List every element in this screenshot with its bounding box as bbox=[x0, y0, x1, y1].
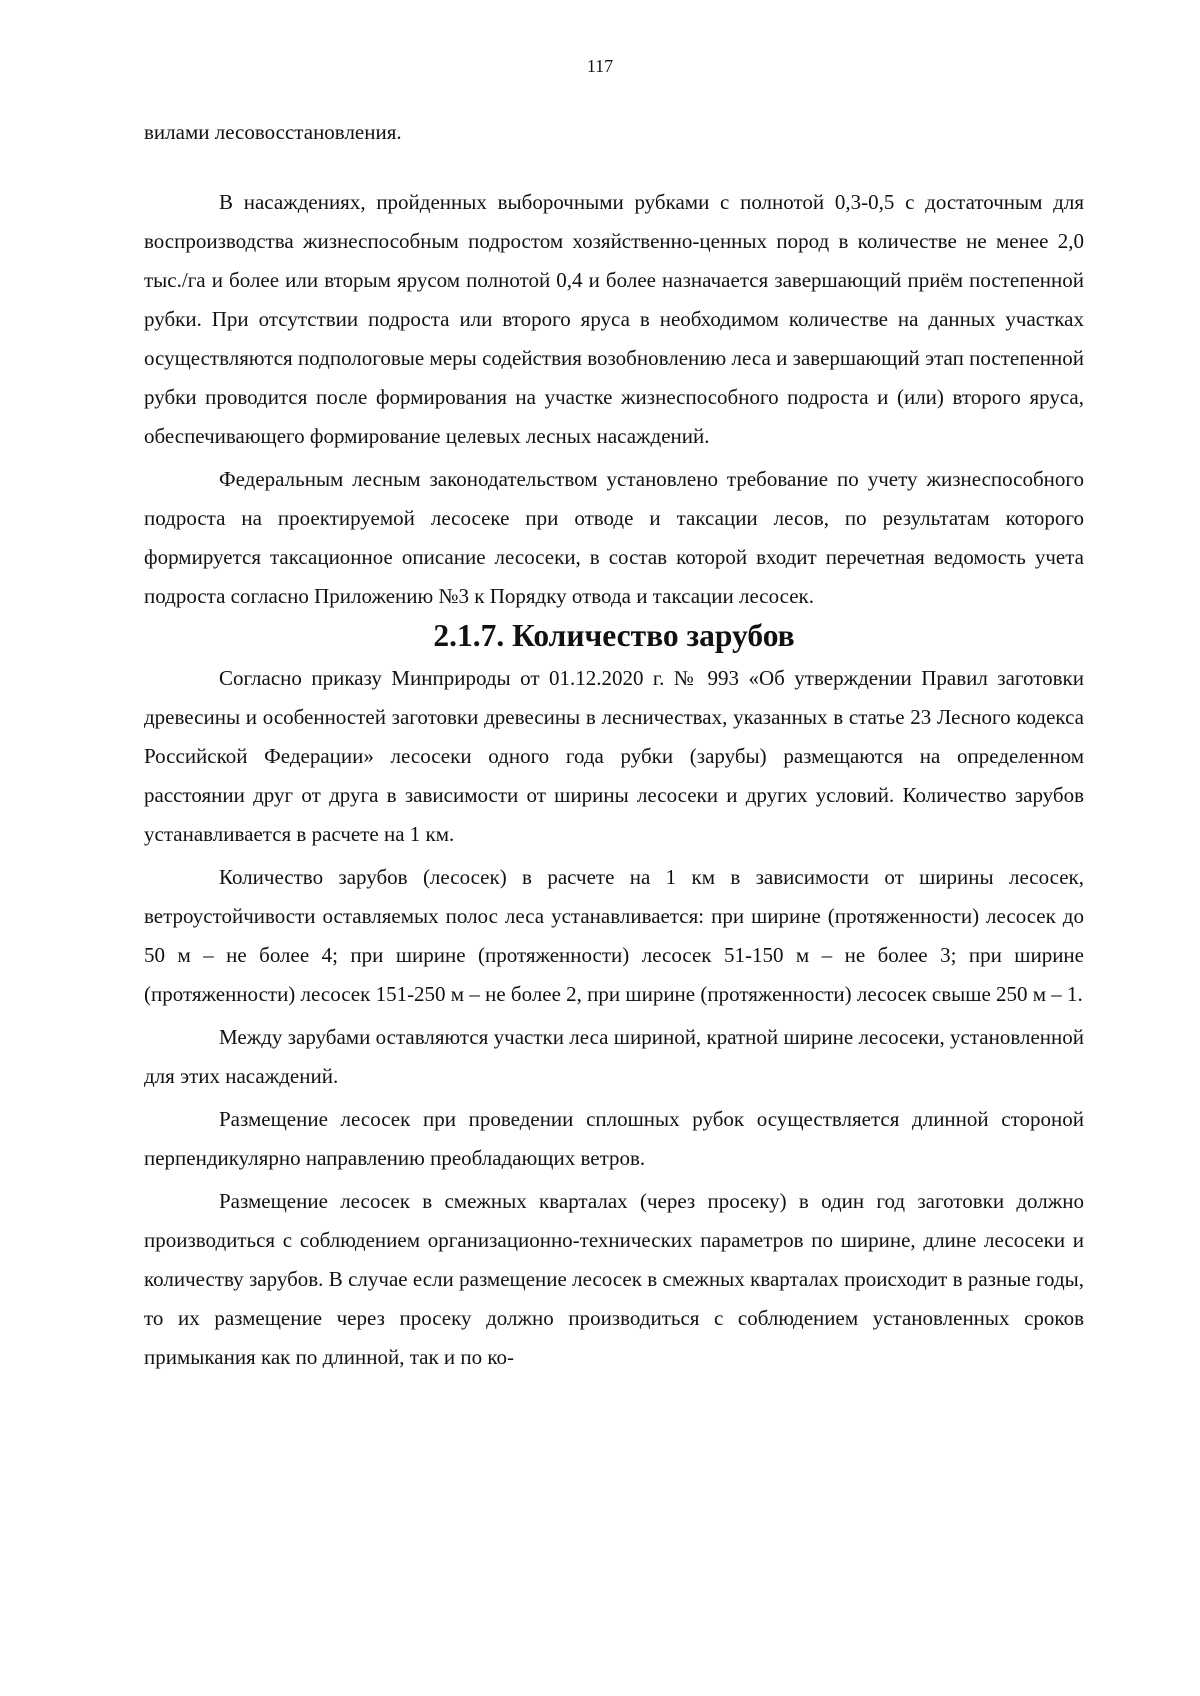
paragraph-before-1: В насаждениях, пройденных выборочными рубками с полнотой 0,3-0,5 с достаточным для воспроизводства жизнеспособным подростом хозяйственно-ценных пород в количестве не менее 2,0 тыс./га и более или вторым ярусом полнотой 0,4 и более назначается завершающий приём постепенной рубки. При отсутствии подроста или второго яруса в необходимом количестве на данных участках осуществляются подпологовые меры содействия возобновлению леса и завершающий этап постепенной рубки проводится после формирования на участке жизнеспособного подроста и (или) второго яруса, обеспечивающего формирование целевых лесных насаждений. bbox=[144, 190, 1084, 448]
paragraph-before-2: Федеральным лесным законодательством установлено требование по учету жизнеспособного подроста на проектируемой лесосеке при отводе и таксации лесов, по результатам которого формируется таксационное описание лесосеки, в состав которой входит перечетная ведомость учета подроста согласно Приложению №3 к Порядку отвода и таксации лесосек. bbox=[144, 467, 1084, 608]
page-number: 117 bbox=[586, 56, 614, 76]
paragraph-after-5: Размещение лесосек в смежных кварталах (через просеку) в один год заготовки должно производиться с соблюдением организационно-технических параметров по ширине, длине лесосеки и количеству зарубов. В случае если размещение лесосек в смежных кварталах происходит в разные годы, то их размещение через просеку должно производиться с соблюдением установленных сроков примыкания как по длинной, так и по ко- bbox=[144, 1189, 1084, 1369]
paragraph-after-4: Размещение лесосек при проведении сплошных рубок осуществляется длинной стороной перпендикулярно направлению преобладающих ветров. bbox=[144, 1107, 1084, 1170]
paragraph-after-2: Количество зарубов (лесосек) в расчете на 1 км в зависимости от ширины лесосек, ветроустойчивости оставляемых полос леса устанавливается: при ширине (протяженности) лесосек до 50 м – не более 4; при ширине (протяженности) лесосек 51-150 м – не более 3; при ширине (протяженности) лесосек 151-250 м – не более 2, при ширине (протяженности) лесосек свыше 250 м – 1. bbox=[144, 865, 1084, 1006]
page-body bbox=[144, 113, 1084, 1377]
paragraph-after-1: Согласно приказу Минприроды от 01.12.2020 г. № 993 «Об утверждении Правил заготовки древесины и особенностей заготовки древесины в лесничествах, указанных в статье 23 Лесного кодекса Российской Федерации» лесосеки одного года рубки (зарубы) размещаются на определенном расстоянии друг от друга в зависимости от ширины лесосеки и других условий. Количество зарубов устанавливается в расчете на 1 км. bbox=[144, 666, 1084, 846]
continuation-line: вилами лесовосстановления. bbox=[144, 120, 402, 144]
paragraph-after-3: Между зарубами оставляются участки леса шириной, кратной ширине лесосеки, установленной для этих насаждений. bbox=[144, 1025, 1084, 1088]
section-heading: 2.1.7. Количество зарубов bbox=[433, 618, 795, 653]
